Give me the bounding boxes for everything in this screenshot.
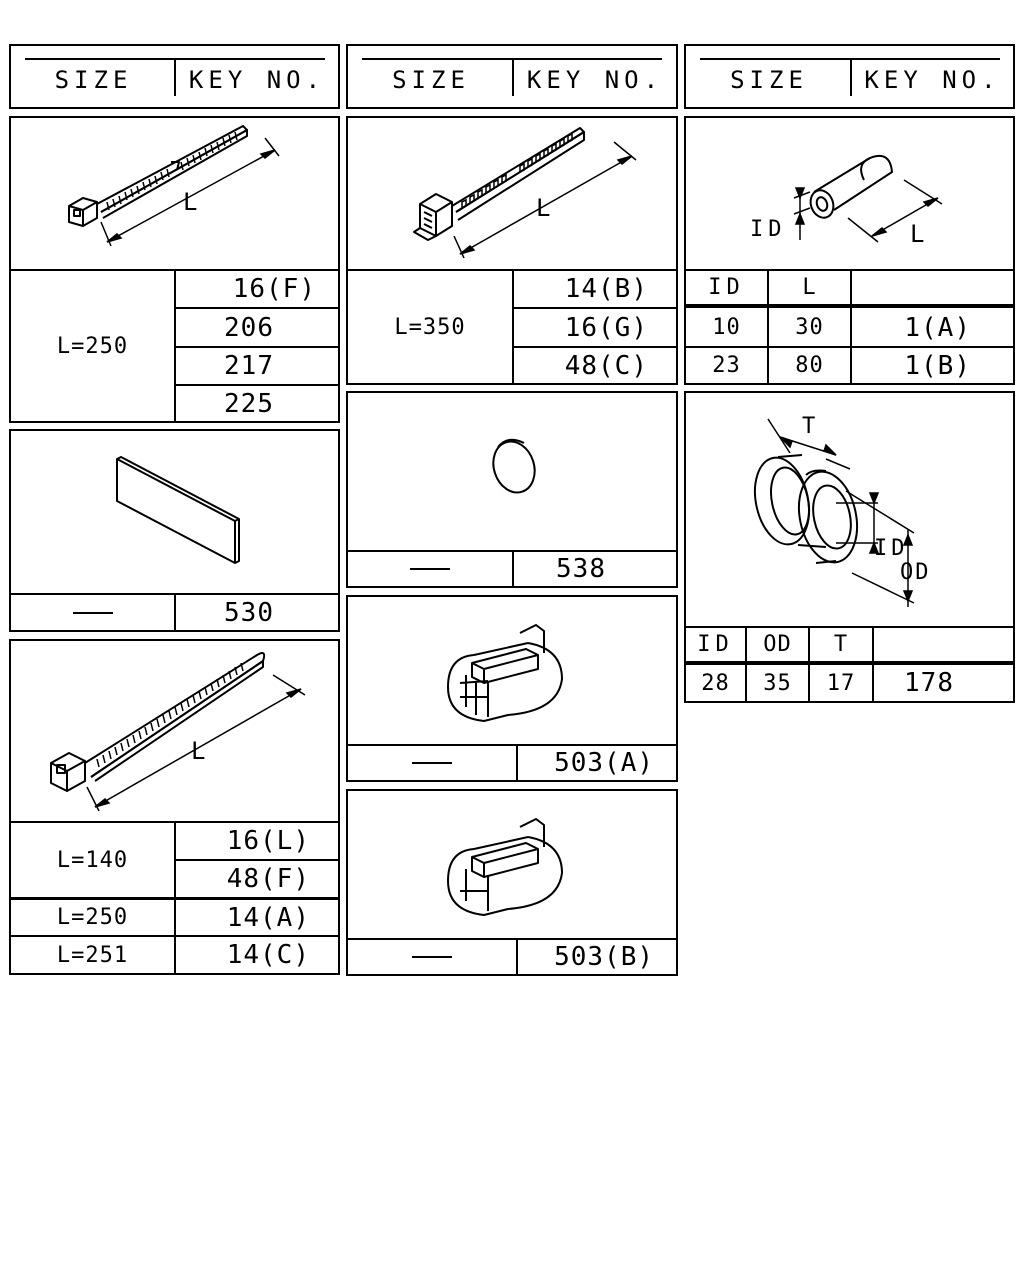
cable-tie-1-illustration [11,118,338,270]
clip-a-illustration [348,597,676,745]
key-number: 530 [224,597,274,628]
key-number: 14(A) [226,902,310,933]
t-dimension-label: T [802,414,816,439]
size-header: SIZE [730,66,808,94]
od-dimension-label: OD [900,560,931,585]
size-value: L=251 [56,942,129,968]
column-header: T [833,632,849,657]
key-number: 1(B) [904,350,971,381]
id-dimension-label: ID [874,536,909,561]
key-number: 217 [224,351,274,381]
dimension-label: L [183,188,198,216]
l-value: 80 [795,353,824,378]
dimension-line [768,419,914,607]
column-header: ID [708,275,745,300]
tape-panel [9,429,340,632]
column-header [874,628,1013,661]
column-header: L [802,275,817,300]
id-value: 23 [712,353,741,378]
grommet-illustration [686,393,1013,627]
cable-tie-2-panel [346,116,678,385]
size-none [348,746,516,780]
id-dimension-label: ID [750,217,787,242]
size-none [348,940,516,974]
l-dimension-label: L [910,220,925,248]
disc-panel [346,391,678,588]
size-header: SIZE [392,66,470,94]
dash-mark [412,762,452,764]
header-box-2 [346,44,678,109]
header-box-1 [9,44,340,109]
disc-illustration [348,393,676,551]
key-number: 14(B) [564,274,648,304]
cable-tie-1-panel [9,116,340,423]
header-box-3 [684,44,1015,109]
column-header: OD [763,632,792,657]
strap-teeth [462,134,572,208]
column-header [852,271,1013,304]
cable-tie-3-illustration [11,641,338,821]
dash-mark [412,956,452,958]
key-number: 206 [224,312,274,343]
tape-illustration [11,431,338,593]
key-number: 16(F) [232,274,316,304]
key-number: 503(A) [554,748,654,778]
size-none [348,552,512,586]
cable-tie-2-illustration [348,118,676,270]
key-number: 48(F) [226,864,310,894]
size-value: L=140 [56,847,129,873]
dash-mark [410,568,450,570]
id-value: 28 [701,670,730,696]
key-number: 538 [556,554,606,584]
column-header: ID [697,632,734,657]
clip-b-panel [346,789,678,976]
clip-b-illustration [348,791,676,939]
header-rule-thick [686,304,1013,308]
size-value: L=250 [56,905,129,930]
key-number: 503(B) [554,942,654,972]
key-number: 14(C) [226,940,310,970]
l-value: 30 [795,315,824,340]
dash-mark [73,612,113,614]
id-value: 10 [712,315,741,340]
key-no-header: KEY NO. [526,66,664,94]
sleeve-illustration [686,118,1013,270]
key-number: 16(L) [226,826,310,856]
size-header: SIZE [54,66,133,94]
key-number: 48(C) [564,350,648,381]
cable-tie-3-panel [9,639,340,975]
sleeve-panel [684,116,1015,385]
clip-a-panel [346,595,678,782]
size-none [11,595,174,630]
dimension-label: L [536,194,551,222]
size-value: L=250 [56,333,129,359]
size-value: L=350 [394,314,466,340]
key-number: 178 [904,668,954,698]
od-value: 35 [763,670,792,696]
key-number: 16(G) [564,312,648,343]
key-number: 1(A) [904,312,971,343]
key-no-header: KEY NO. [188,66,326,94]
t-value: 17 [826,670,856,696]
grommet-panel [684,391,1015,703]
key-number: 225 [224,388,274,419]
key-no-header: KEY NO. [864,66,1001,94]
dimension-label: L [191,737,206,765]
